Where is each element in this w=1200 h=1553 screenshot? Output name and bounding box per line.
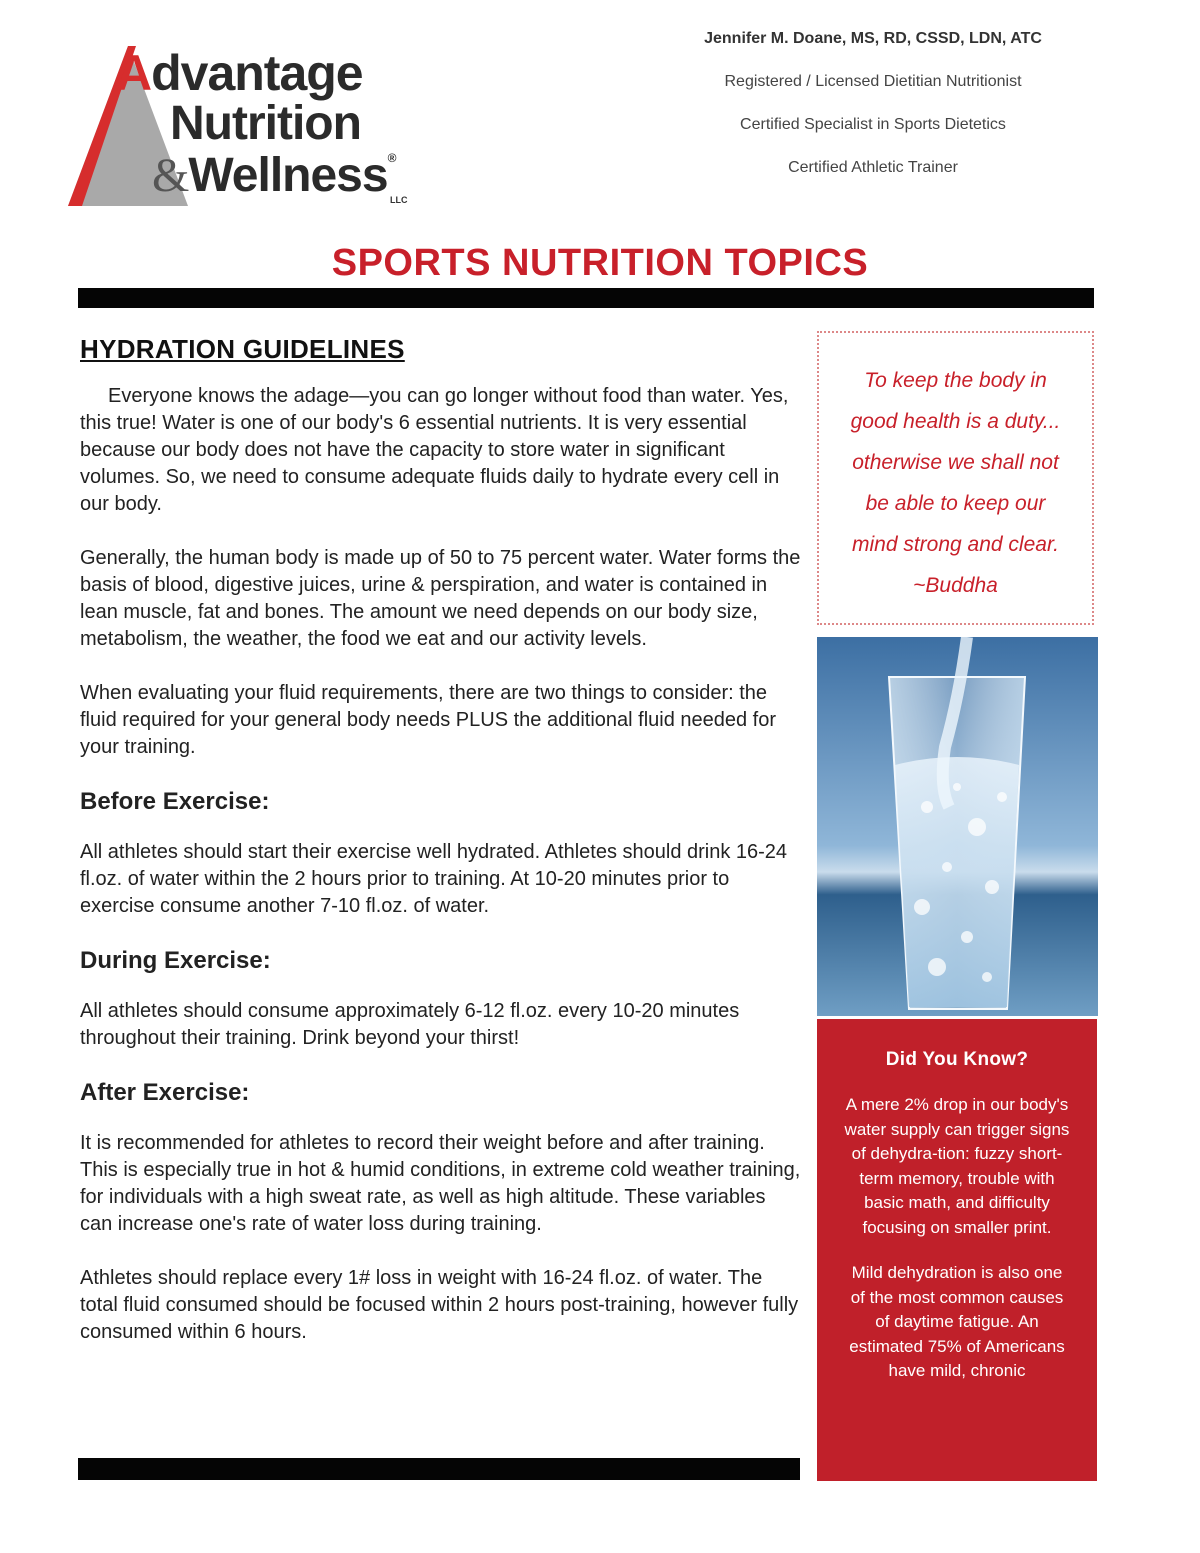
company-logo bbox=[66, 40, 446, 212]
quote-line: be able to keep our bbox=[865, 492, 1046, 515]
logo-line-1: Advantage bbox=[116, 45, 363, 101]
intro-paragraph: When evaluating your fluid requirements, there are two things to consider: the fluid required for your general body needs PLUS the additional fluid needed for your training. bbox=[80, 682, 777, 758]
logo-line-2: Nutrition bbox=[170, 97, 361, 150]
before-exercise-text: All athletes should start their exercise well hydrated. Athletes should drink 16-24 fl.oz. of water within the 2 hours prior to training. At 10-20 minutes prior to exercise consume another 7-10 fl.oz. of water. bbox=[80, 841, 788, 917]
page-title: SPORTS NUTRITION TOPICS bbox=[331, 242, 869, 284]
water-glass-image bbox=[817, 637, 1098, 1016]
quote-box bbox=[817, 331, 1094, 625]
dietitian-name: Jennifer M. Doane, MS, RD, CSSD, LDN, ATC bbox=[704, 30, 1042, 47]
main-article bbox=[80, 336, 802, 1373]
after-exercise-heading: After Exercise: bbox=[80, 1079, 250, 1106]
quote-line: To keep the body in bbox=[864, 369, 1047, 392]
after-exercise-text: It is recommended for athletes to record their weight before and after training. This is especially true in hot & humid conditions, in extreme cold weather training, for individuals with a high sweat rate, as well as high altitude. These variables can increase one's rate of water loss during training. bbox=[80, 1132, 801, 1235]
logo-line-3: &Wellness® bbox=[152, 149, 397, 202]
did-you-know-box bbox=[817, 1019, 1097, 1481]
during-exercise-heading: During Exercise: bbox=[80, 947, 271, 974]
credential-line: Registered / Licensed Dietitian Nutritionist bbox=[724, 73, 1022, 90]
credentials-block bbox=[650, 30, 1096, 177]
did-you-know-paragraph: A mere 2% drop in our body's water supply can trigger signs of dehydra-tion: fuzzy short-term memory, trouble with basic math, and difficulty focusing on smaller print. bbox=[844, 1095, 1070, 1237]
credential-line: Certified Athletic Trainer bbox=[788, 159, 958, 176]
before-exercise-heading: Before Exercise: bbox=[80, 788, 270, 815]
logo-llc: LLC bbox=[390, 195, 408, 205]
quote-line: mind strong and clear. bbox=[852, 533, 1059, 556]
intro-paragraph: Generally, the human body is made up of 50 to 75 percent water. Water forms the basis of blood, digestive juices, urine & perspiration, and water is contained in lean muscle, fat and bones. The amount we need depends on our body size, metabolism, the weather, the food we eat and our activity levels. bbox=[80, 547, 801, 650]
credential-line: Certified Specialist in Sports Dietetics bbox=[740, 116, 1006, 133]
quote-attribution: ~Buddha bbox=[913, 574, 998, 597]
intro-paragraph: Everyone knows the adage—you can go longer without food than water. Yes, this true! Water is one of our body's 6 essential nutrients. It is very essential because our body does not have the capacity to store water in significant volumes. So, we need to consume adequate fluids daily to hydrate every cell in our body. bbox=[80, 385, 789, 515]
section-heading: HYDRATION GUIDELINES bbox=[80, 334, 405, 364]
during-exercise-text: All athletes should consume approximately 6-12 fl.oz. every 10-20 minutes throughout their training. Drink beyond your thirst! bbox=[80, 1000, 740, 1049]
quote-line: good health is a duty... bbox=[850, 410, 1061, 433]
did-you-know-paragraph: Mild dehydration is also one of the most common causes of daytime fatigue. An estimated 75% of Americans have mild, chronic bbox=[849, 1263, 1065, 1380]
quote-line: otherwise we shall not bbox=[852, 451, 1059, 474]
top-divider-bar bbox=[78, 288, 1094, 308]
did-you-know-title: Did You Know? bbox=[885, 1049, 1029, 1070]
bottom-divider-bar bbox=[78, 1458, 800, 1480]
after-exercise-text: Athletes should replace every 1# loss in weight with 16-24 fl.oz. of water. The total fluid consumed should be focused within 2 hours post-training, however fully consumed within 6 hours. bbox=[80, 1267, 799, 1343]
